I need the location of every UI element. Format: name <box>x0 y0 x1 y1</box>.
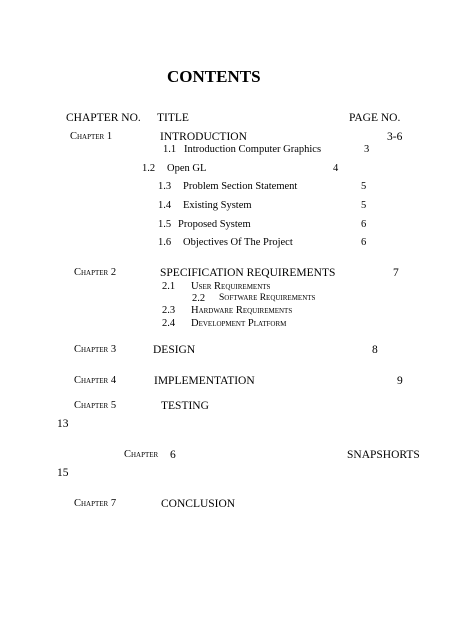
section-1-1-title: Introduction Computer Graphics <box>184 144 322 155</box>
chapter-2-label: Chapter 2 <box>74 267 117 278</box>
chapter-1-page: 3-6 <box>387 131 403 143</box>
header-chapter-no: CHAPTER NO. <box>66 112 141 124</box>
chapter-5-page: 13 <box>57 418 69 430</box>
section-2-4-title: Development Platform <box>191 318 287 329</box>
chapter-4-label: Chapter 4 <box>74 375 117 386</box>
chapter-7-title: CONCLUSION <box>161 498 236 510</box>
section-1-6-num: 1.6 <box>158 237 172 248</box>
chapter-1-label: Chapter 1 <box>70 131 113 142</box>
section-1-2-page: 4 <box>333 163 339 174</box>
section-1-1-page: 3 <box>364 144 370 155</box>
header-title: TITLE <box>157 112 189 124</box>
section-1-4-title: Existing System <box>183 200 252 211</box>
chapter-2-title: SPECIFICATION REQUIREMENTS <box>160 267 336 279</box>
chapter-7-label: Chapter 7 <box>74 498 117 509</box>
section-1-5-title: Proposed System <box>178 219 251 230</box>
chapter-3-label: Chapter 3 <box>74 344 117 355</box>
section-2-1-num: 2.1 <box>162 281 176 292</box>
section-2-3-num: 2.3 <box>162 305 176 316</box>
chapter-1-title: INTRODUCTION <box>160 131 247 143</box>
section-2-1-title: User Requirements <box>191 281 271 292</box>
section-2-2-title: Software Requirements <box>219 293 316 303</box>
chapter-5-title: TESTING <box>161 400 209 412</box>
section-1-3-title: Problem Section Statement <box>183 181 298 192</box>
chapter-6-page: 15 <box>57 467 69 479</box>
section-2-4-num: 2.4 <box>162 318 176 329</box>
header-page-no: PAGE NO. <box>349 112 401 124</box>
chapter-6-number: 6 <box>170 449 176 461</box>
chapter-6-label: Chapter <box>124 449 159 460</box>
section-1-2-num: 1.2 <box>142 163 156 174</box>
section-1-3-page: 5 <box>361 181 367 192</box>
page-title: CONTENTS <box>167 67 261 86</box>
section-1-4-num: 1.4 <box>158 200 172 211</box>
section-1-2-title: Open GL <box>167 163 207 174</box>
section-1-6-title: Objectives Of The Project <box>183 237 293 248</box>
chapter-4-page: 9 <box>397 375 403 387</box>
chapter-2-page: 7 <box>393 267 399 279</box>
section-1-5-page: 6 <box>361 219 367 230</box>
chapter-5-label: Chapter 5 <box>74 400 117 411</box>
section-2-2-num: 2.2 <box>192 293 206 304</box>
chapter-3-title: DESIGN <box>153 344 196 356</box>
chapter-3-page: 8 <box>372 344 378 356</box>
section-1-1-num: 1.1 <box>163 144 177 155</box>
section-1-5-num: 1.5 <box>158 219 172 230</box>
section-1-4-page: 5 <box>361 200 367 211</box>
section-1-6-page: 6 <box>361 237 367 248</box>
chapter-4-title: IMPLEMENTATION <box>154 375 255 387</box>
section-2-3-title: Hardware Requirements <box>191 305 293 316</box>
section-1-3-num: 1.3 <box>158 181 172 192</box>
chapter-6-title: SNAPSHORTS <box>347 449 420 461</box>
